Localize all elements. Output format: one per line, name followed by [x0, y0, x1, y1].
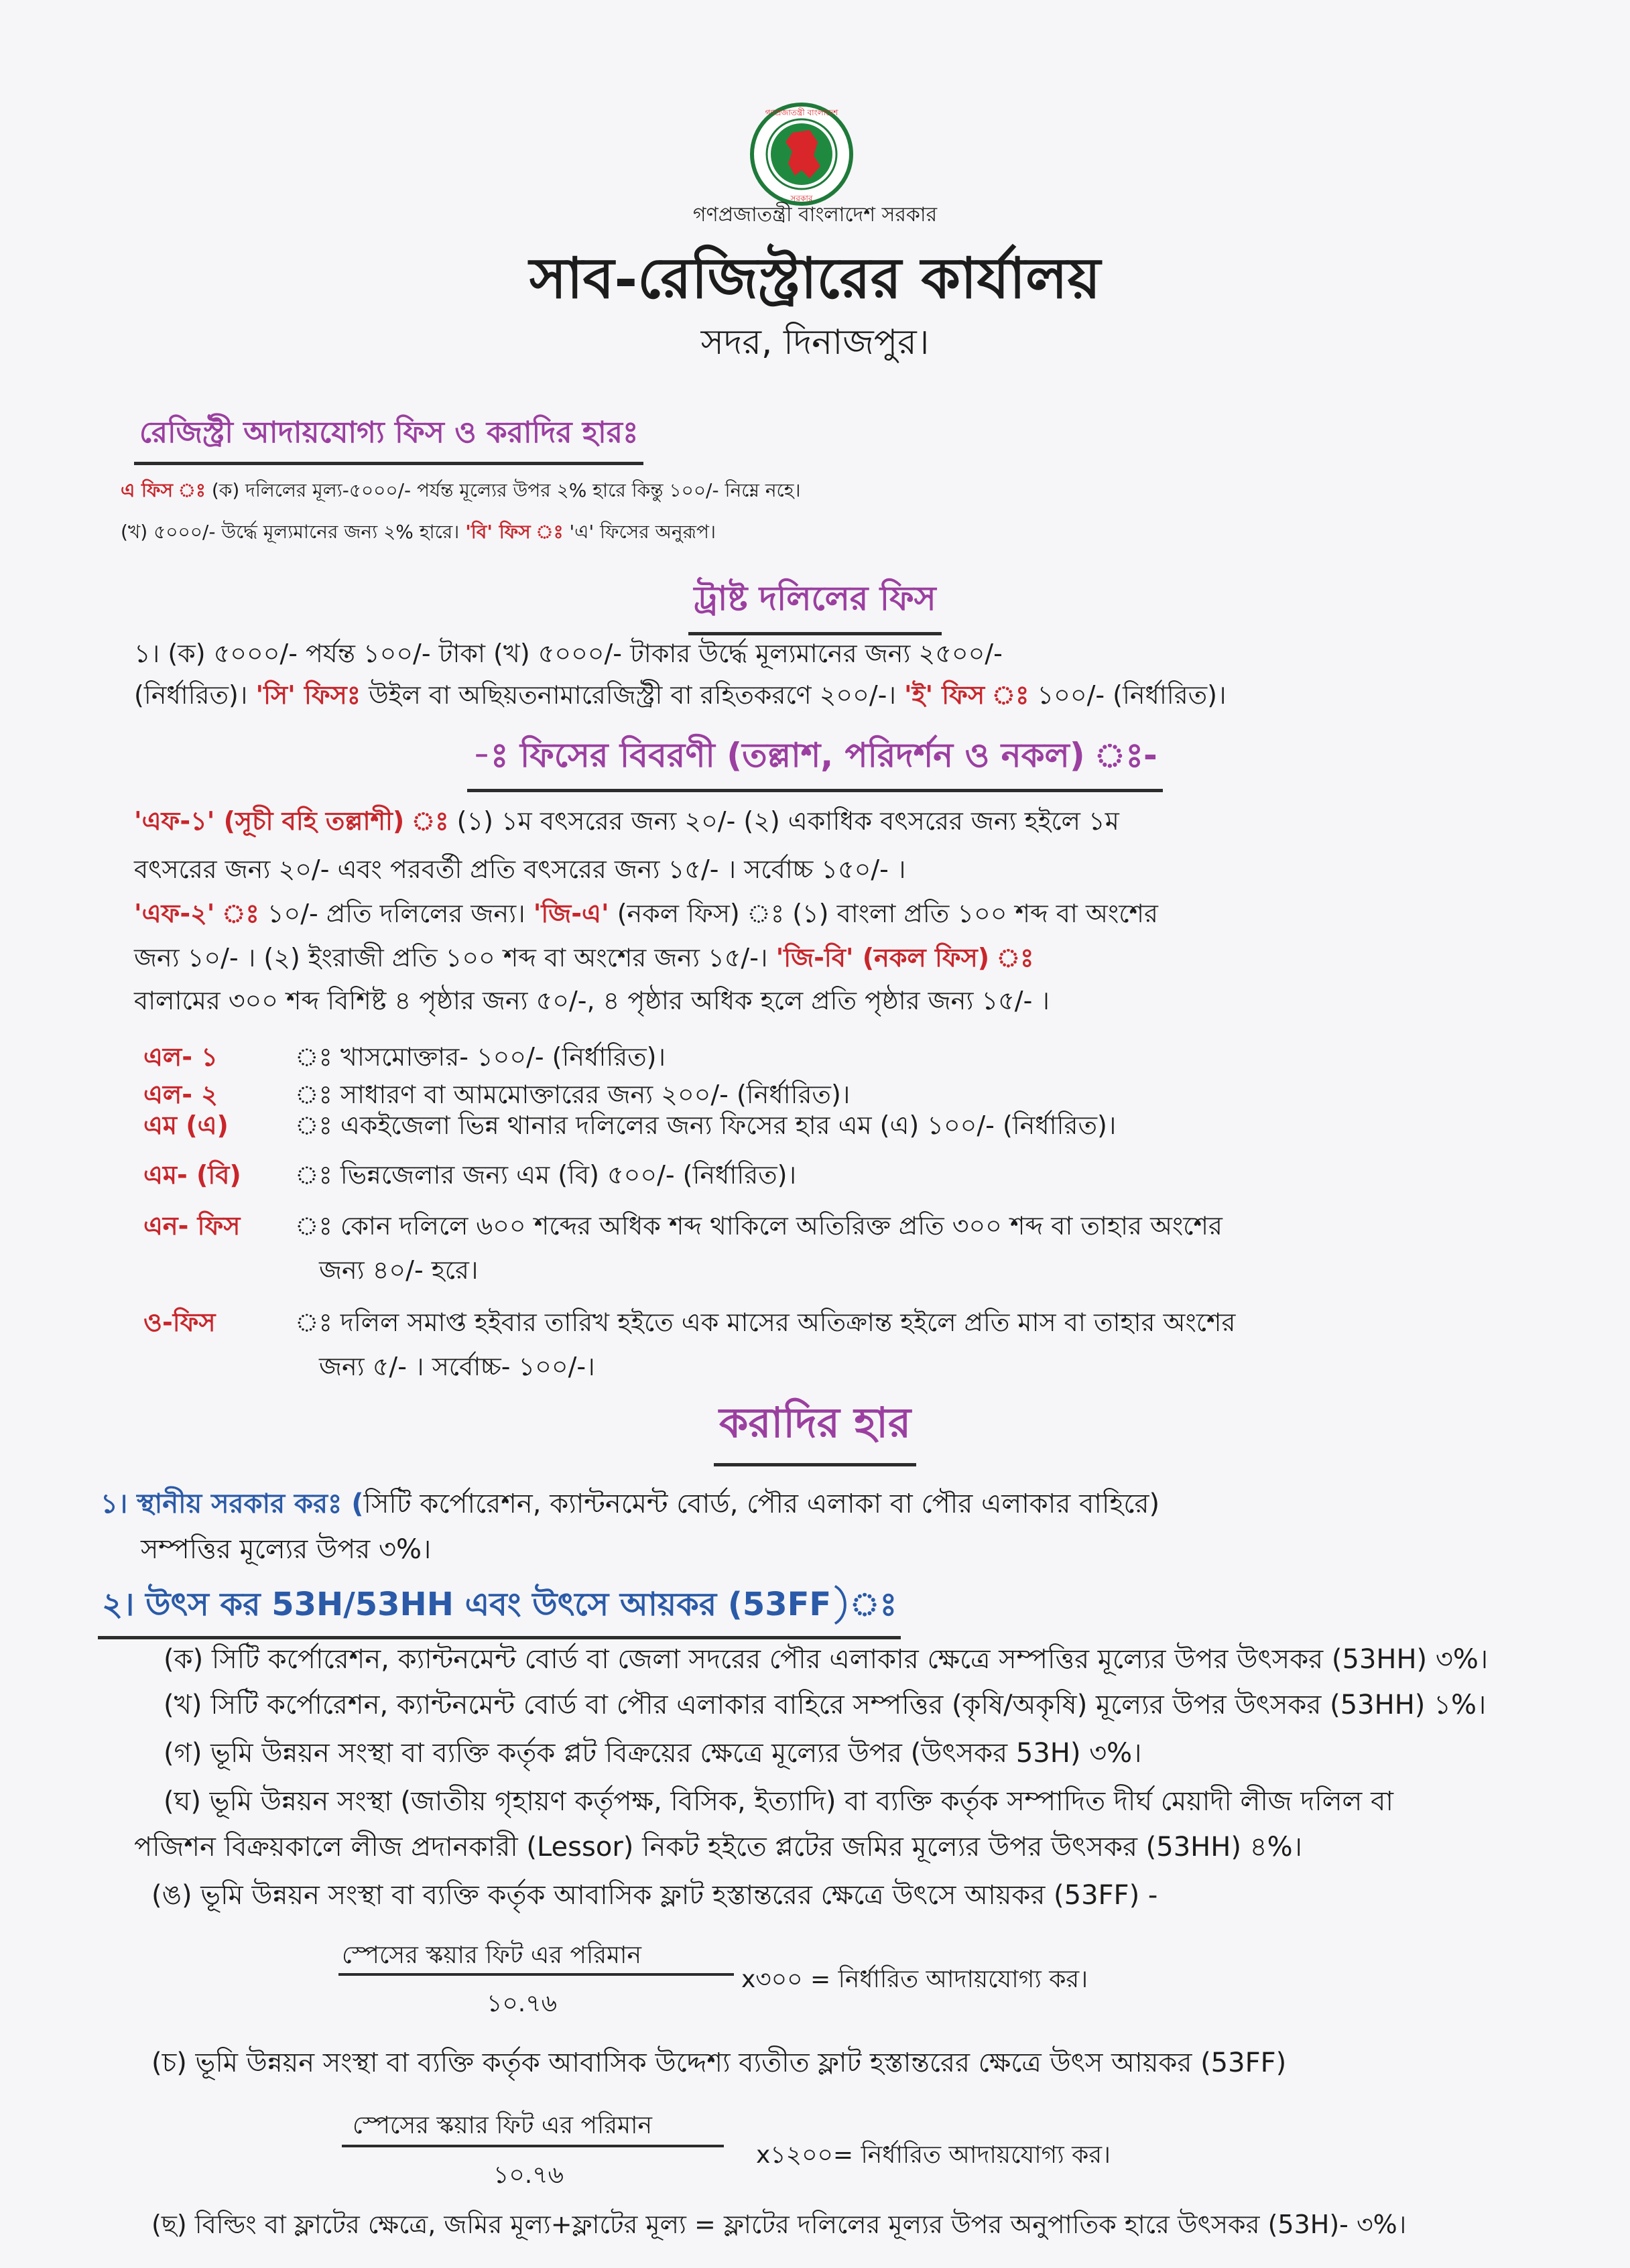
trust-line2 [134, 676, 1227, 718]
tax-sub-item: (ঙ) ভূমি উন্নয়ন সংস্থা বা ব্যক্তি কর্তৃক আবাসিক ফ্লাট হস্তান্তরের ক্ষেত্রে উৎসে আয়কর (53FF) - [151, 1880, 1158, 1911]
fee-code-label: ও-ফিস [143, 1308, 216, 1337]
f1-label: 'এফ-১' (সূচী বহি তল্লাশী) ঃ [134, 806, 449, 836]
formula2-denominator: ১০.৭৬ [493, 2161, 564, 2189]
fee-description: ঃ ভিন্নজেলার জন্য এম (বি) ৫০০/- (নির্ধারিত)। [295, 1160, 797, 1190]
fee-description-continued: জন্য ৪০/- হরে। [319, 1255, 479, 1285]
emblem-text-top: গণপ্রজাতন্ত্রী বাংলাদেশ [765, 108, 838, 117]
trust-line1: ১। (ক) ৫০০০/- পর্যন্ত ১০০/- টাকা (খ) ৫০০০/- টাকার উর্দ্ধে মূল্যমানের জন্য ২৫০০/- [134, 639, 1003, 668]
tax-sub-item: পজিশন বিক্রয়কালে লীজ প্রদানকারী (Lessor) নিকট হইতে প্লটের জমির মূল্যের উপর উৎসকর (53HH) ৪%। [134, 1832, 1302, 1863]
f1-line1 [134, 802, 1119, 844]
tax-sub-item: (খ) সিটি কর্পোরেশন, ক্যান্টনমেন্ট বোর্ড বা পৌর এলাকার বাহিরে সম্পত্তির (কৃষি/অকৃষি) মূল্যের উপর উৎসকর (53HH) ১%। [164, 1690, 1487, 1720]
formula2-rest: x১২০০= নির্ধারিত আদায়যোগ্য কর। [756, 2141, 1111, 2169]
fee-code-label: এম (এ) [143, 1111, 229, 1140]
fee-description-continued: জন্য ৫/- । সর্বোচ্চ- ১০০/-। [319, 1352, 595, 1381]
tax-item1-label: ১। স্থানীয় সরকার করঃ ( [101, 1489, 364, 1519]
fee-description: ঃ খাসমোক্তার- ১০০/- (নির্ধারিত)। [295, 1042, 666, 1072]
tax-sub-item: (ঘ) ভূমি উন্নয়ন সংস্থা (জাতীয় গৃহায়ণ কর্তৃপক্ষ, বিসিক, ইত্যাদি) বা ব্যক্তি কর্তৃক সম্পাদিত দীর্ঘ মেয়াদী লীজ দলিল বা [164, 1786, 1393, 1817]
a-fee-text1: (ক) দলিলের মূল্য-৫০০০/- পর্যন্ত মূল্যের উপর ২% হারে কিন্তু ১০০/- নিম্নে নহে। [211, 479, 801, 501]
c-fee-label: 'সি' ফিসঃ [255, 680, 361, 710]
fee-code-label: এল- ১ [143, 1042, 218, 1072]
a-fee-text2a: (খ) ৫০০০/- উর্দ্ধে মূল্যমানের জন্য ২% হারে। [121, 521, 460, 543]
emblem-text-bottom: সরকার [790, 194, 813, 203]
a-fee-line2 [121, 517, 716, 549]
trust-heading: ট্রাষ্ট দলিলের ফিস [688, 574, 941, 635]
a-fee-line1 [121, 476, 801, 507]
a-fee-text2b: 'এ' ফিসের অনুরূপ। [569, 521, 716, 543]
tax-heading: করাদির হার [714, 1391, 916, 1466]
government-name: গণপ্রজাতন্ত্রী বাংলাদেশ সরকার [692, 203, 938, 227]
fee-description: ঃ দলিল সমাপ্ত হইবার তারিখ হইতে এক মাসের অতিক্রান্ত হইলে প্রতি মাস বা তাহার অংশের [295, 1308, 1236, 1337]
a-fee-label: এ ফিস ঃ [121, 479, 206, 501]
formula1-denominator: ১০.৭৬ [487, 1990, 558, 2017]
e-fee-label: 'ই' ফিস ঃ [904, 680, 1029, 710]
office-title: সাব-রেজিস্ট্রারের কার্যালয় [529, 245, 1101, 311]
tax-item1-text: সিটি কর্পোরেশন, ক্যান্টনমেন্ট বোর্ড, পৌর এলাকা বা পৌর এলাকার বাহিরে) [363, 1489, 1160, 1519]
f2-line [134, 894, 1158, 937]
fee-code-label: এল- ২ [143, 1080, 218, 1109]
formula1-rest: x৩০০ = নির্ধারিত আদায়যোগ্য কর। [741, 1966, 1088, 1993]
fee-description: ঃ একইজেলা ভিন্ন থানার দলিলের জন্য ফিসের হার এম (এ) ১০০/- (নির্ধারিত)। [295, 1111, 1117, 1140]
tax-sub-item: (ক) সিটি কর্পোরেশন, ক্যান্টনমেন্ট বোর্ড বা জেলা সদরের পৌর এলাকার ক্ষেত্রে সম্পত্তির মূল্যের উপর উৎসকর (53HH) ৩%। [164, 1644, 1489, 1675]
formula1-numerator: স্পেসের স্কয়ার ফিট এর পরিমান [342, 1942, 641, 1969]
ga-text: (নকল ফিস) ঃ (১) বাংলা প্রতি ১০০ শব্দ বা অংশের [617, 899, 1158, 928]
ga-text2: জন্য ১০/- । (২) ইংরাজী প্রতি ১০০ শব্দ বা অংশের জন্য ১৫/-। [134, 943, 768, 972]
fees-heading-wrap [134, 410, 643, 465]
formula1-fraction-bar [338, 1973, 734, 1976]
formula2-fraction-bar [342, 2145, 724, 2147]
government-emblem [748, 101, 855, 208]
fees-heading: রেজিস্ট্রী আদায়যোগ্য ফিস ও করাদির হারঃ [134, 410, 643, 465]
tax-item2-heading-wrap [98, 1580, 901, 1639]
ga-line2 [134, 938, 1033, 981]
search-heading-wrap [0, 731, 1630, 792]
trust-heading-wrap [0, 574, 1630, 635]
trust-line2c: ১০০/- (নির্ধারিত)। [1037, 680, 1227, 710]
tax-item2-heading: ২। উৎস কর 53H/53HH এবং উৎসে আয়কর (53FF)ঃ [98, 1580, 901, 1639]
trust-line2a: (নির্ধারিত)। [134, 680, 248, 710]
fee-code-label: এন- ফিস [143, 1211, 241, 1241]
b-fee-label: 'বি' ফিস ঃ [465, 521, 564, 543]
fee-description: ঃ কোন দলিলে ৬০০ শব্দের অধিক শব্দ থাকিলে অতিরিক্ত প্রতি ৩০০ শব্দ বা তাহার অংশের [295, 1211, 1222, 1241]
trust-line2b: উইল বা অছিয়তনামারেজিস্ট্রী বা রহিতকরণে ২০০/-। [369, 680, 896, 710]
ga-label: 'জি-এ' [533, 899, 609, 928]
tax-heading-wrap [0, 1391, 1630, 1466]
gb-label: 'জি-বি' (নকল ফিস) ঃ [775, 943, 1034, 972]
fee-code-label: এম- (বি) [143, 1160, 241, 1190]
office-location: সদর, দিনাজপুর। [700, 322, 930, 363]
tax-item1-line1 [101, 1483, 1159, 1527]
tax-item-chha: (ছ) বিল্ডিং বা ফ্লাটের ক্ষেত্রে, জমির মূল্য+ফ্লাটের মূল্য = ফ্লাটের দলিলের মূল্যর উপর অনুপাতিক হারে উৎসকর (53H)- ৩%। [151, 2210, 1407, 2239]
f2-text: ১০/- প্রতি দলিলের জন্য। [267, 899, 525, 928]
formula2-numerator: স্পেসের স্কয়ার ফিট এর পরিমান [353, 2112, 652, 2139]
gb-line: বালামের ৩০০ শব্দ বিশিষ্ট ৪ পৃষ্ঠার জন্য ৫০/-, ৪ পৃষ্ঠার অধিক হলে প্রতি পৃষ্ঠার জন্য ১৫/- । [134, 986, 1050, 1015]
f1-line2: বৎসরের জন্য ২০/- এবং পরবর্তী প্রতি বৎসরের জন্য ১৫/- । সর্বোচ্চ ১৫০/- । [134, 855, 906, 884]
search-heading: -ঃ ফিসের বিবরণী (তল্লাশ, পরিদর্শন ও নকল) ঃ- [467, 731, 1163, 792]
tax-sub-item: (গ) ভূমি উন্নয়ন সংস্থা বা ব্যক্তি কর্তৃক প্লট বিক্রয়ের ক্ষেত্রে মূল্যের উপর (উৎসকর 53H) ৩%। [164, 1738, 1142, 1769]
f2-label: 'এফ-২' ঃ [134, 899, 259, 928]
tax-item-cha: (চ) ভূমি উন্নয়ন সংস্থা বা ব্যক্তি কর্তৃক আবাসিক উদ্দেশ্য ব্যতীত ফ্লাট হস্তান্তরের ক্ষেত্রে উৎস আয়কর (53FF) [151, 2048, 1287, 2078]
fee-description: ঃ সাধারণ বা আমমোক্তারের জন্য ২০০/- (নির্ধারিত)। [295, 1080, 851, 1109]
tax-item1-line2: সম্পত্তির মূল্যের উপর ৩%। [141, 1534, 432, 1565]
f1-text1: (১) ১ম বৎসরের জন্য ২০/- (২) একাধিক বৎসরের জন্য হইলে ১ম [456, 806, 1119, 836]
